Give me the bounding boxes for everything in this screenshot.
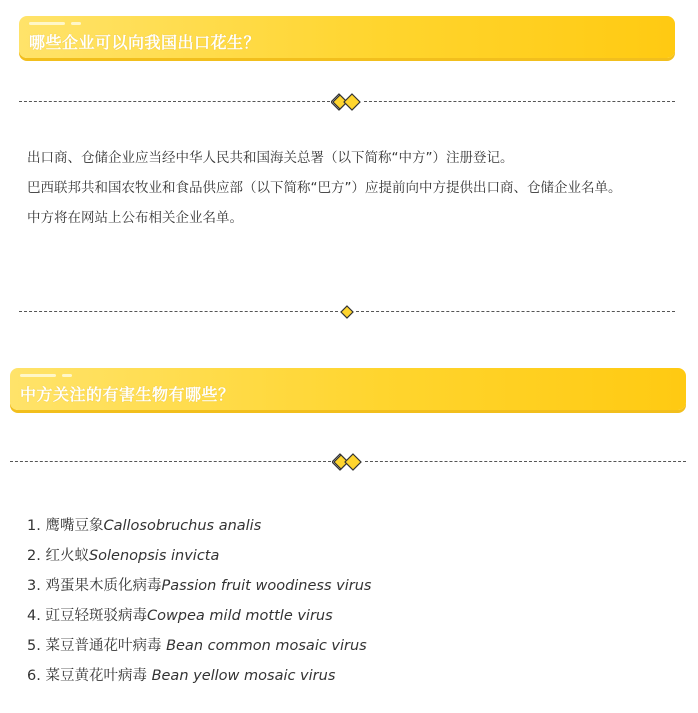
list-item [27,541,667,571]
diamond-icon [339,302,355,322]
pest-name-cn: 红火蚁 [45,548,89,564]
list-number: 1. [27,518,41,534]
list-item [27,511,667,541]
list-item [27,601,667,631]
paragraph: 中方将在网站上公布相关企业名单。 [27,210,243,226]
pest-name-latin: Cowpea mild mottle virus [146,608,333,624]
list-item [27,631,667,661]
pest-list [27,511,667,691]
list-item [27,661,667,691]
pest-name-cn: 菜豆普通花叶病毒 [45,638,167,654]
header-decoration [62,374,72,377]
header-decoration [71,22,81,25]
pest-name-latin: Bean yellow mosaic virus [151,668,336,684]
pest-name-latin: Callosobruchus analis [103,518,262,534]
divider-double-diamond [10,452,686,472]
pest-name-cn: 菜豆黄花叶病毒 [45,668,152,684]
double-diamond-icon [331,92,363,112]
list-number: 3. [27,578,41,594]
divider-single-diamond [19,302,675,322]
list-number: 4. [27,608,41,624]
list-number: 6. [27,668,41,684]
paragraph: 出口商、仓储企业应当经中华人民共和国海关总署（以下简称“中方”）注册登记。 [27,150,514,166]
pest-name-latin: Bean common mosaic virus [166,638,367,654]
section1-header [19,16,675,58]
section2-header [10,368,686,410]
pest-name-cn: 鹰嘴豆象 [45,518,104,534]
pest-name-latin: Passion fruit woodiness virus [161,578,372,594]
section1-title: 哪些企业可以向我国出口花生？ [29,33,261,52]
paragraph: 巴西联邦共和国农牧业和食品供应部（以下简称“巴方”）应提前向中方提供出口商、仓储企业名单。 [27,180,622,196]
list-number: 2. [27,548,41,564]
header-decoration [20,374,56,377]
header-decoration [29,22,65,25]
section1-body [27,143,677,233]
section2-title: 中方关注的有害生物有哪些？ [20,385,235,404]
pest-name-cn: 鸡蛋果木质化病毒 [45,578,162,594]
pest-name-latin: Solenopsis invicta [88,548,220,564]
list-number: 5. [27,638,41,654]
pest-name-cn: 豇豆轻斑驳病毒 [45,608,147,624]
double-diamond-icon [332,452,364,472]
list-item [27,571,667,601]
divider-double-diamond [19,92,675,112]
